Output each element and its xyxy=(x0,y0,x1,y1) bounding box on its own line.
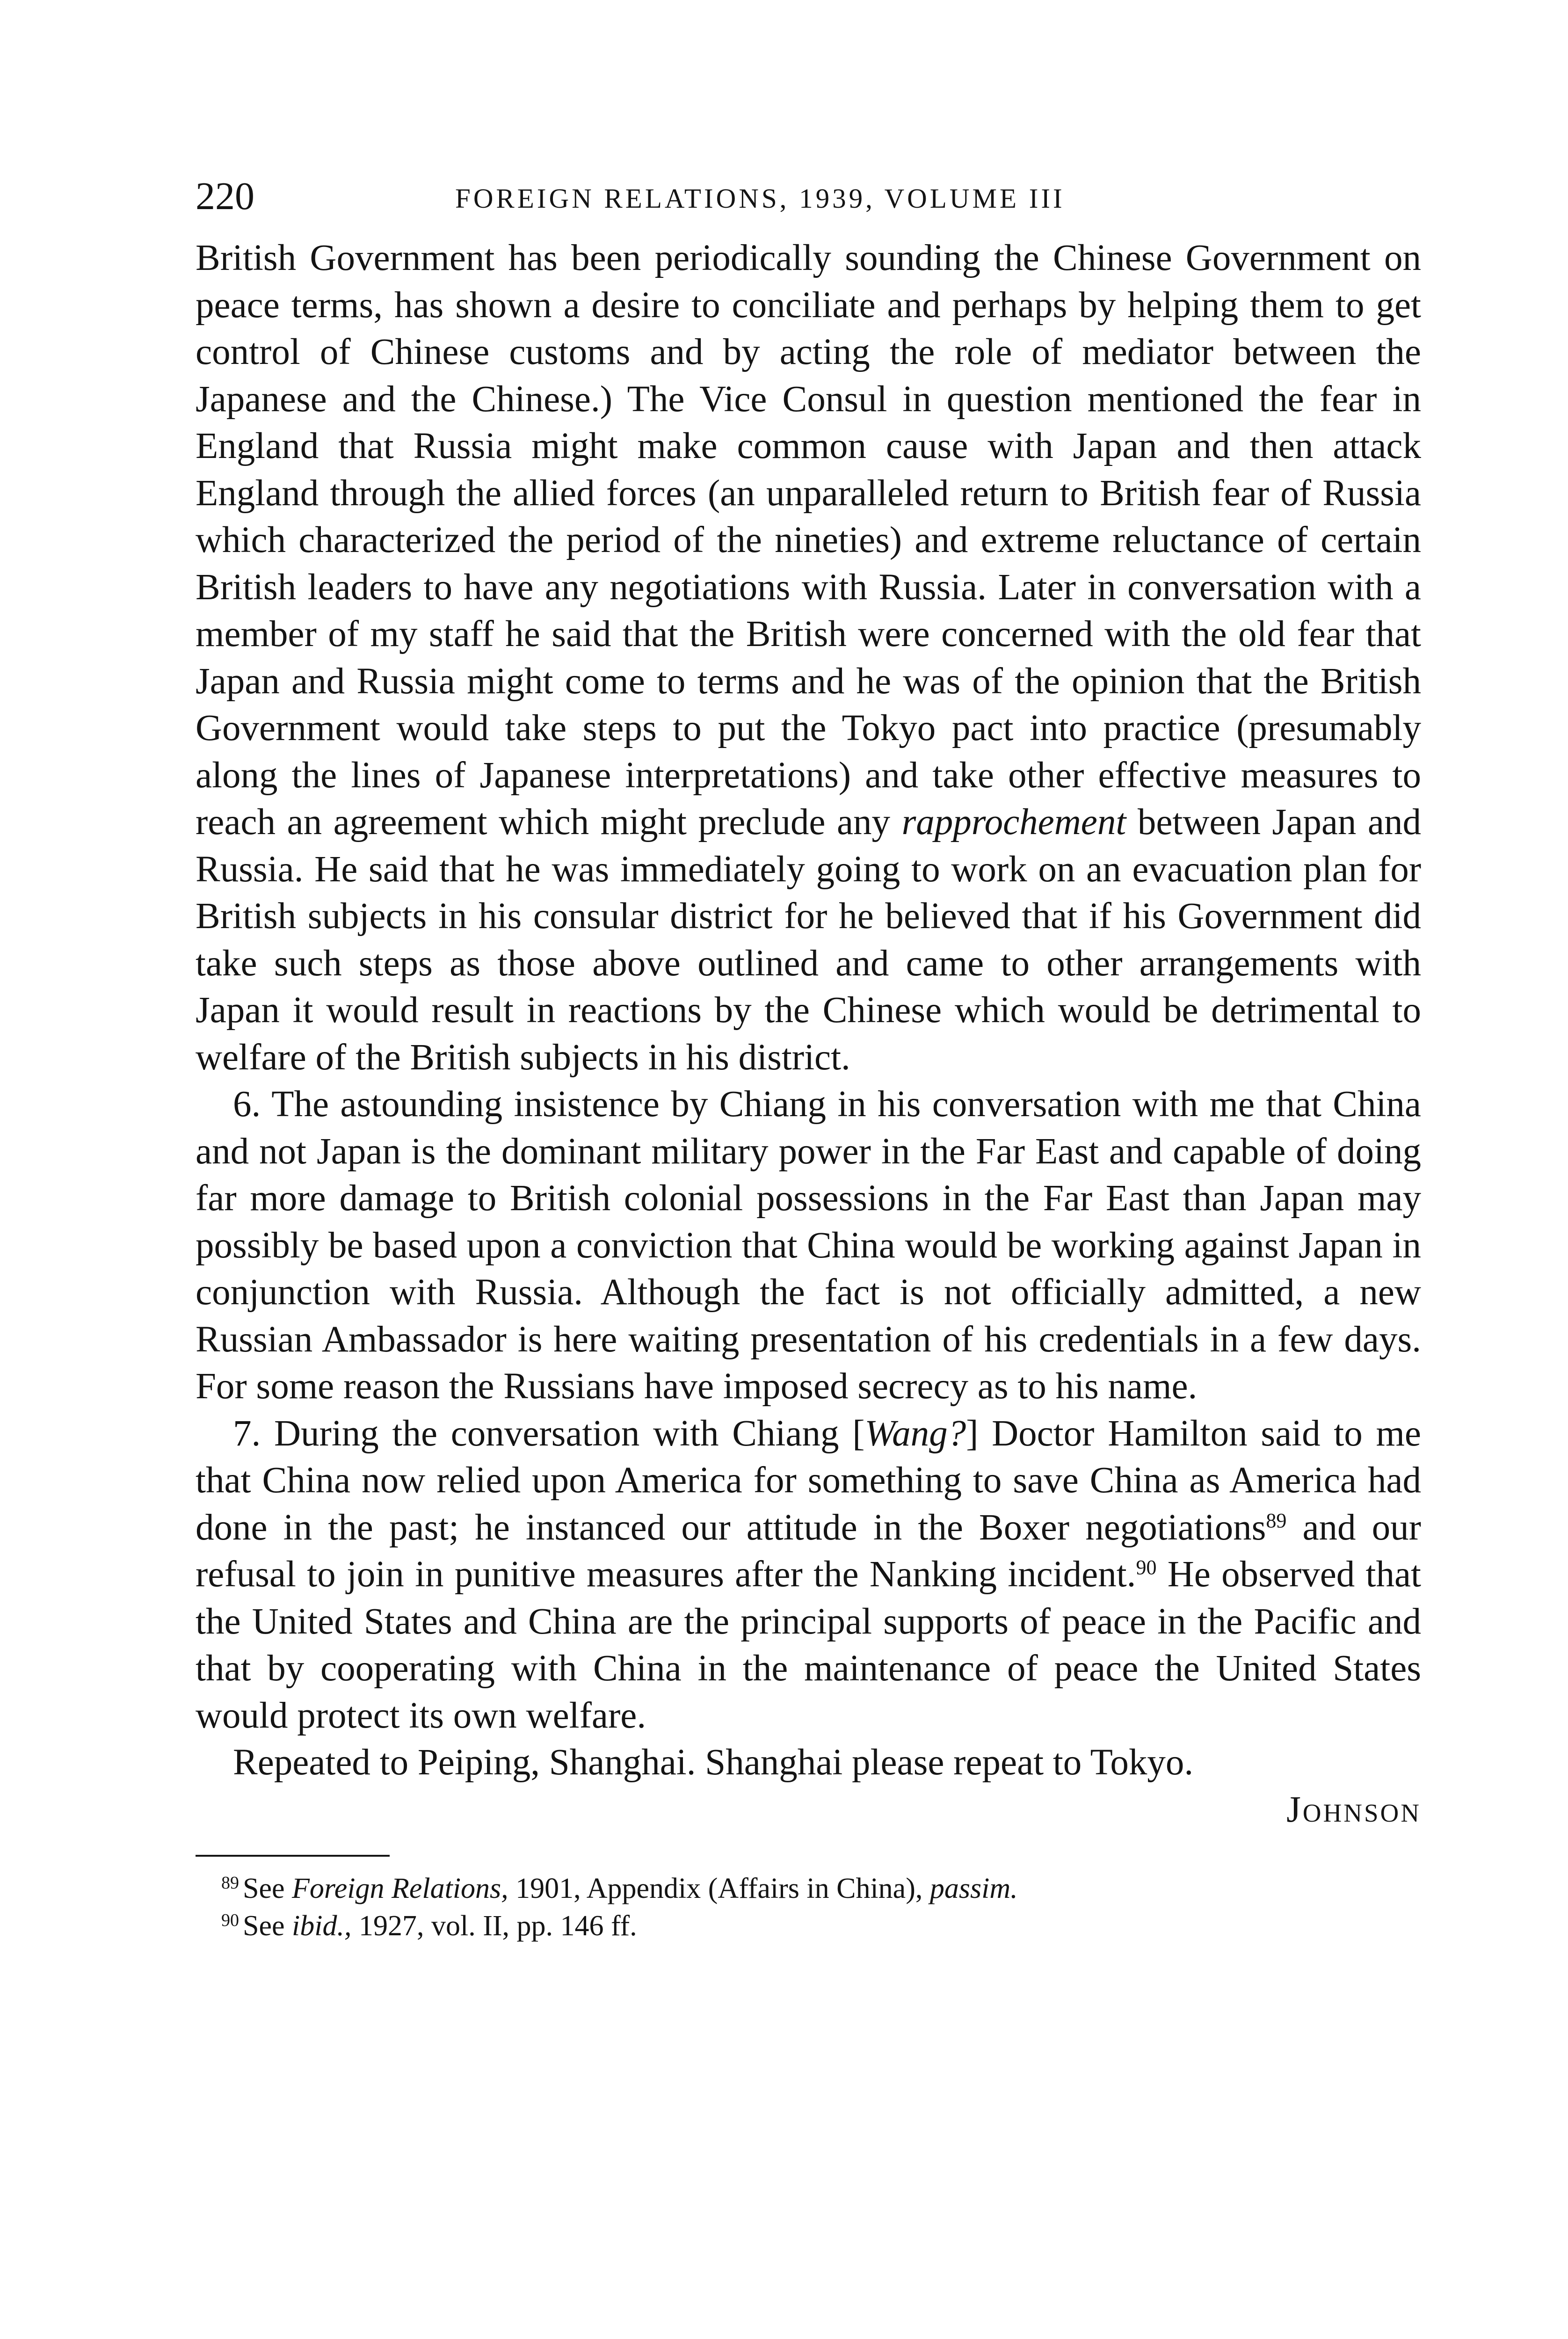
footnote-italic: Foreign Relations, xyxy=(292,1872,508,1904)
footnote-italic: passim. xyxy=(929,1872,1018,1904)
signature: Johnson xyxy=(1286,1789,1421,1830)
body-text xyxy=(196,235,1421,1787)
footnote-divider xyxy=(196,1855,390,1857)
footnote-89 xyxy=(196,1870,1421,1907)
paragraph-text: and our refusal to join in punitive measures after the Nanking incident. xyxy=(196,1507,1421,1595)
paragraph-text: 7. During the conversation with Chiang [ xyxy=(233,1413,865,1454)
footnote-ref-90[interactable]: 90 xyxy=(1136,1556,1157,1579)
paragraph-text: ] Doctor Hamilton said to me that China now relied upon America for something to save China as America had done in the past; he instanced our attitude in the Boxer negotiations xyxy=(196,1413,1421,1548)
footnote-text: 1901, Appendix (Affairs in China), xyxy=(508,1872,930,1904)
paragraph-6: 6. The astounding insistence by Chiang in his conversation with me that China and not Japan is the dominant military power in the Far East and capable of doing far more damage to British colonial possessions in the Far East than Japan may possibly be based upon a conviction that China would be working against Japan in conjunction with Russia. Although the fact is not officially admitted, a new Russian Ambassador is here waiting presentation of his credentials in a few days. For some reason the Russians have imposed secrecy as to his name. xyxy=(196,1084,1421,1407)
footnote-text: 1927, vol. II, pp. 146 ff. xyxy=(351,1910,637,1942)
footnote-text: See xyxy=(243,1872,292,1904)
italic-term: Wang? xyxy=(864,1413,966,1454)
page-number: 220 xyxy=(196,174,254,218)
running-head xyxy=(196,173,1421,225)
page xyxy=(196,173,1421,1945)
footnote-90 xyxy=(196,1907,1421,1945)
paragraph-text: British Government has been periodically sounding the Chinese Government on peace terms, has shown a desire to conciliate and perhaps by helping them to get control of Chinese customs and by acting the role of mediator between the Japanese and the Chinese.) The Vice Consul in question mentioned the fear in England that Russia might make common cause with Japan and then attack England through the allied forces (an unparalleled return to British fear of Russia which characterized the period of the nineties) and extreme reluctance of certain British leaders to have any negotiations with Russia. Later in conversation with a member of my staff he said that the British were concerned with the old fear that Japan and Russia might come to terms and he was of the opinion that the British Government would take steps to put the Tokyo pact into practice (presumably along the lines of Japanese interpretations) and take other effective measures to reach an agreement which might preclude any xyxy=(196,238,1421,843)
footnote-text: See xyxy=(243,1910,292,1942)
paragraph-repeated: Repeated to Peiping, Shanghai. Shanghai please repeat to Tokyo. xyxy=(233,1742,1194,1783)
italic-term: rapprochement xyxy=(901,802,1126,843)
paragraph-text: He observed that the United States and China are the principal supports of peace in the Pacific and that by cooperating with China in the maintenance of peace the United States would protect its own welfare. xyxy=(196,1554,1421,1736)
paragraph-7 xyxy=(196,1410,1421,1740)
footnote-ref-89[interactable]: 89 xyxy=(1266,1509,1287,1532)
footnote-number: 89 xyxy=(221,1873,239,1893)
paragraph-text: between Japan and Russia. He said that he was immediately going to work on an evacuation plan for British subjects in his consular district for he believed that if his Government did take such steps as those above outlined and came to other arrangements with Japan it would result in reactions by the Chinese which would be detrimental to welfare of the British subjects in his district. xyxy=(196,802,1421,1078)
running-head-title: FOREIGN RELATIONS, 1939, VOLUME III xyxy=(455,183,1065,214)
footnote-italic: ibid., xyxy=(292,1910,352,1942)
footnote-number: 90 xyxy=(221,1910,239,1930)
paragraph-continued xyxy=(196,235,1421,1081)
